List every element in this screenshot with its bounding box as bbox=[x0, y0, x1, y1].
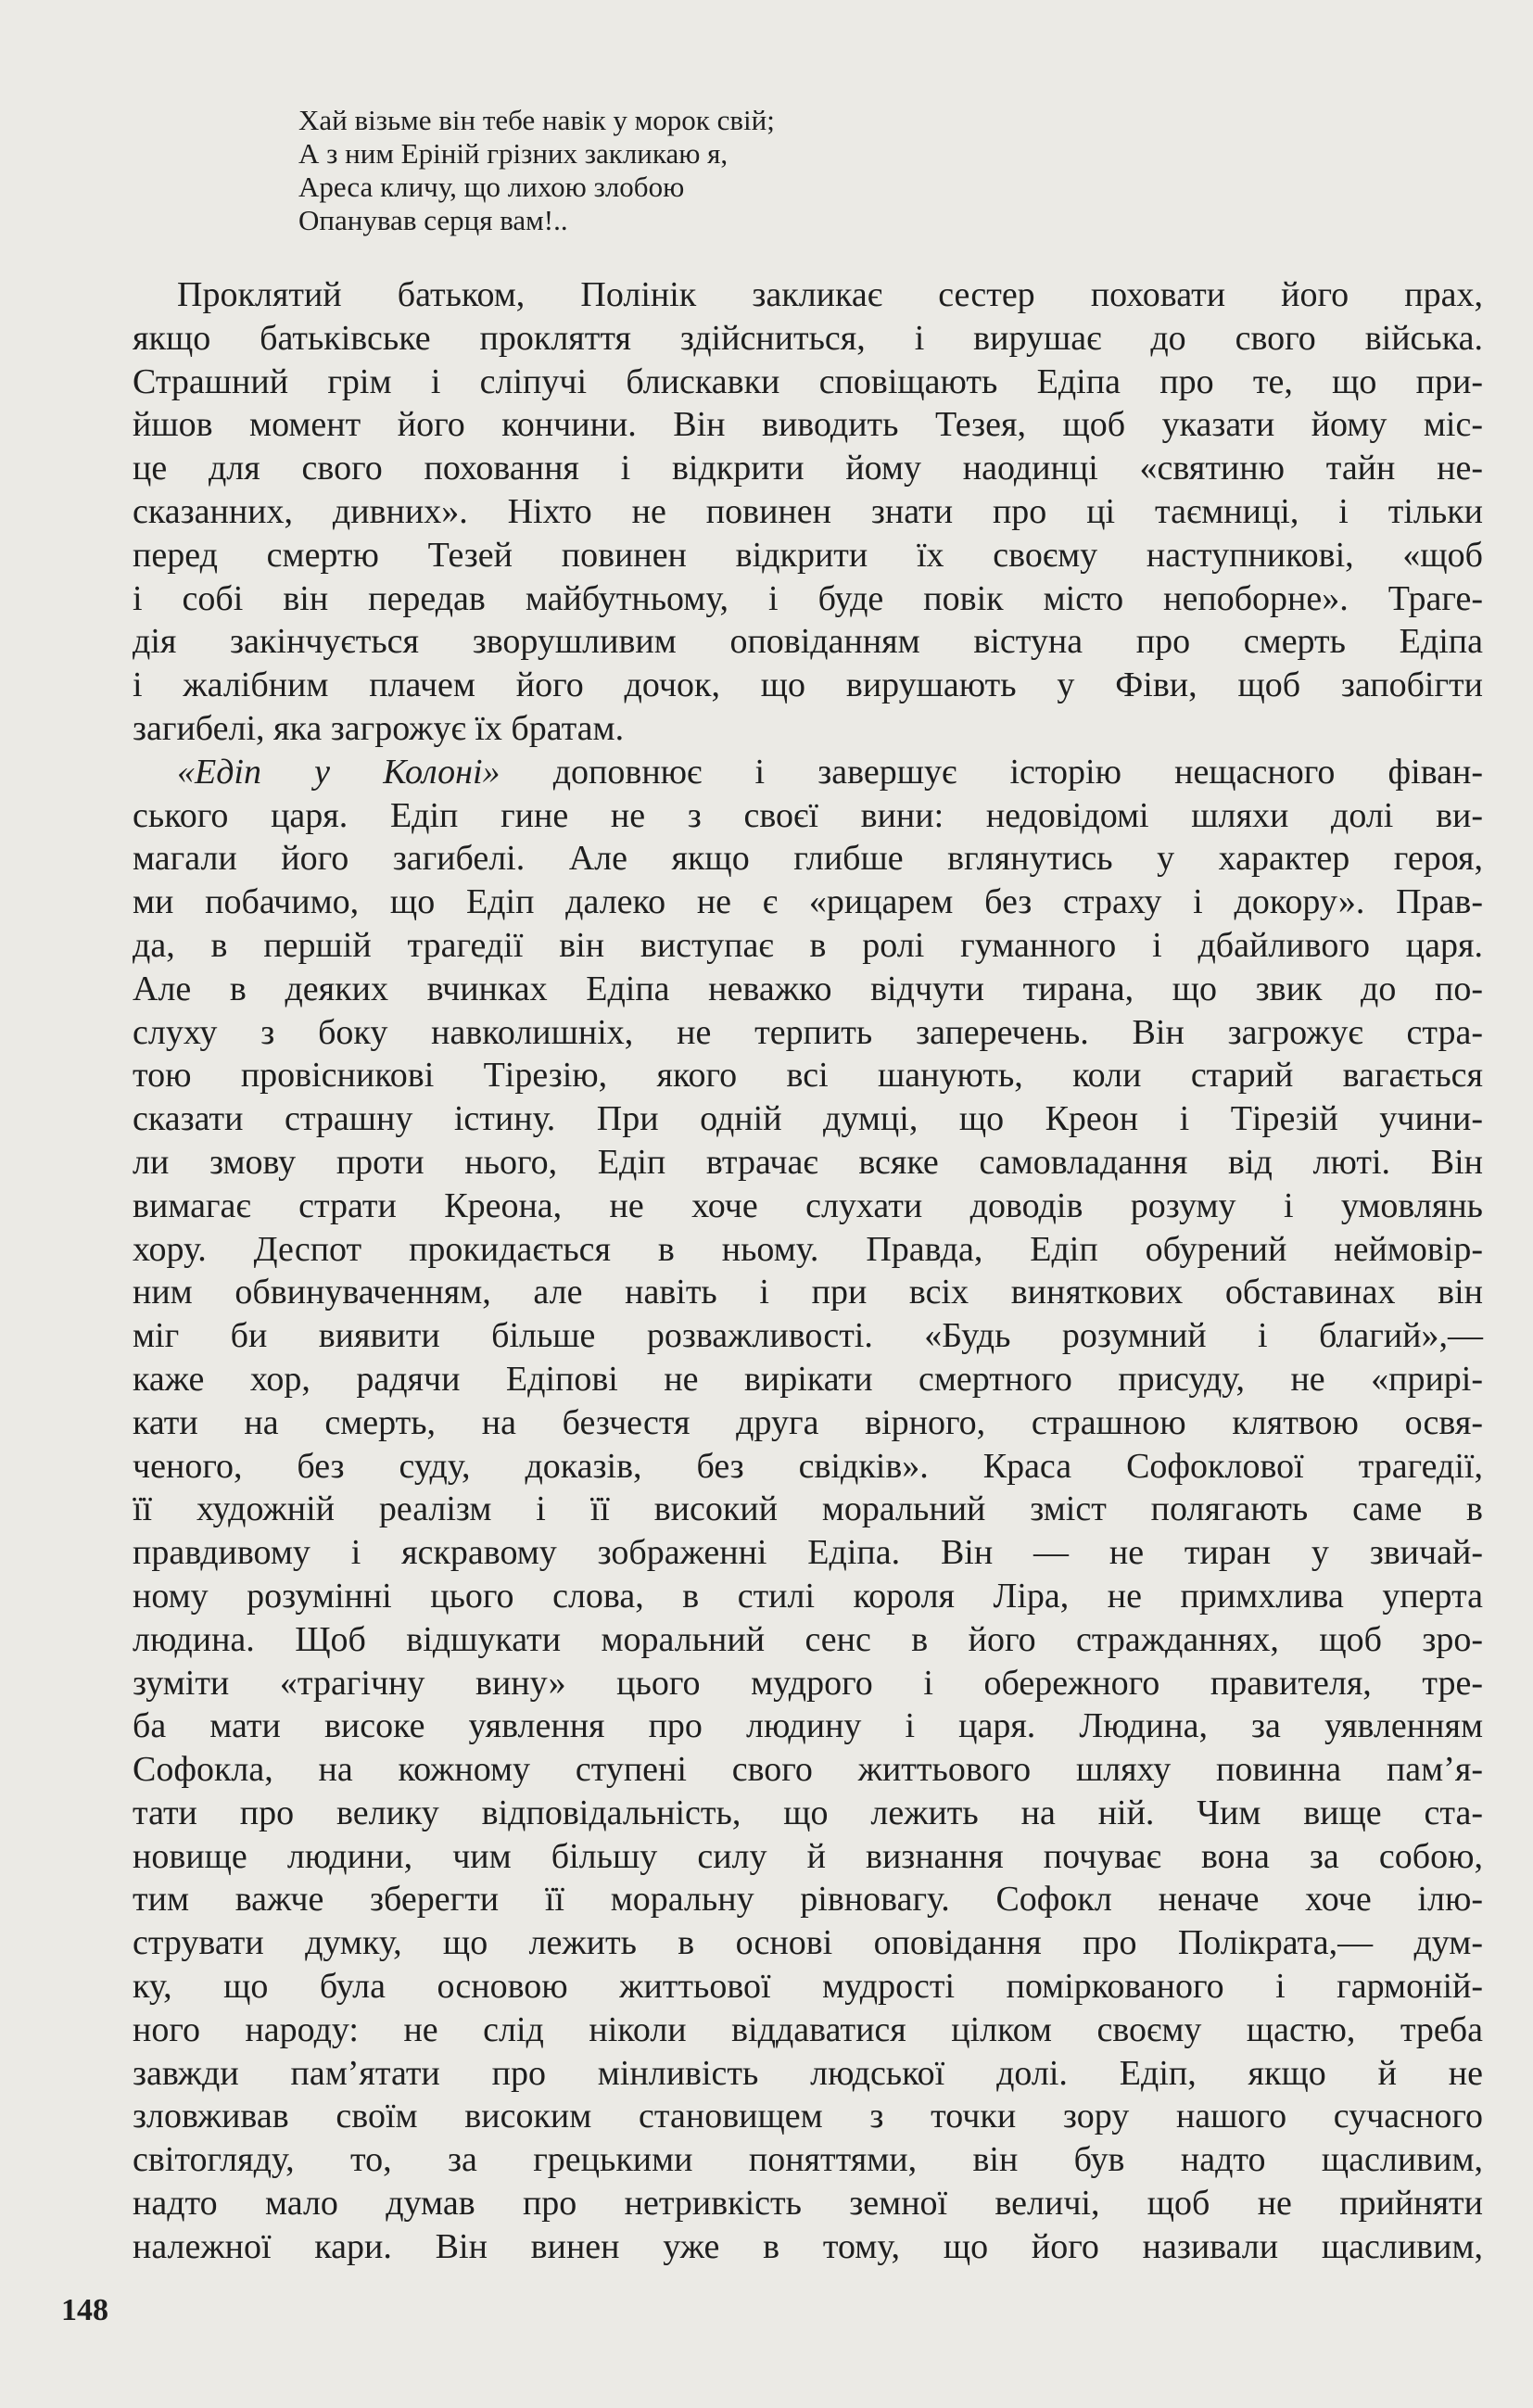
text-line: тою провісникові Тірезію, якого всі шанують, коли старий вагається bbox=[133, 1056, 1483, 1096]
text-line: ному розумінні цього слова, в стилі короля Ліра, не примхлива уперта bbox=[133, 1576, 1483, 1616]
text-line: ба мати високе уявлення про людину і царя. Людина, за уявленням bbox=[133, 1706, 1483, 1746]
work-title-italic: «Едіп у Колоні» bbox=[177, 752, 500, 792]
body-text bbox=[133, 273, 1483, 2269]
text-line: вимагає страти Креона, не хоче слухати доводів розуму і умовлянь bbox=[133, 1185, 1483, 1225]
text-line: це для свого поховання і відкрити йому наодинці «святиню тайн не- bbox=[133, 449, 1483, 488]
text-line: міг би виявити більше розважливості. «Будь розумний і благий»,— bbox=[133, 1316, 1483, 1356]
text-line: зловживав своїм високим становищем з точки зору нашого сучасного bbox=[133, 2097, 1483, 2136]
text-line: ку, що була основою життьової мудрості поміркованого і гармоній- bbox=[133, 1967, 1483, 2007]
text-line: людина. Щоб відшукати моральний сенс в його стражданнях, щоб зро- bbox=[133, 1619, 1483, 1659]
text-line: належної кари. Він винен уже в тому, що його називали щасливим, bbox=[133, 2226, 1483, 2266]
paragraph bbox=[133, 751, 1483, 2269]
text-line: да, в першій трагедії він виступає в ролі гуманного і дбайливого царя. bbox=[133, 925, 1483, 965]
page-number: 148 bbox=[61, 2293, 108, 2327]
text-line: Але в деяких вчинках Едіпа неважко відчути тирана, що звик до по- bbox=[133, 969, 1483, 1008]
text-line: хору. Деспот прокидається в ньому. Правда, Едіп обурений неймовір- bbox=[133, 1229, 1483, 1269]
verse-line: Ареса кличу, що лихою злобою bbox=[298, 171, 685, 203]
text-line: Софокла, на кожному ступені свого життьового шляху повинна пам’я- bbox=[133, 1750, 1483, 1790]
verse-quote bbox=[298, 104, 775, 237]
text-line: слуху з боку навколишніх, не терпить заперечень. Він загрожує стра- bbox=[133, 1012, 1483, 1052]
verse-line: Хай візьме він тебе навік у морок свій; bbox=[298, 104, 775, 136]
text-line: ли змову проти нього, Едіп втрачає всяке самовладання від люті. Він bbox=[133, 1142, 1483, 1182]
text-line: сказанних, дивних». Ніхто не повинен знати про ці таємниці, і тільки bbox=[133, 491, 1483, 531]
text-line: ного народу: не слід ніколи віддаватися цілком своєму щастю, треба bbox=[133, 2009, 1483, 2049]
text-line: йшов момент його кончини. Він виводить Тезея, щоб указати йому міс- bbox=[133, 405, 1483, 445]
text-line: ченого, без суду, доказів, без свідків». Краса Софоклової трагедії, bbox=[133, 1446, 1483, 1486]
text-line: надто мало думав про нетривкість земної величі, щоб не прийняти bbox=[133, 2184, 1483, 2224]
text-line: кати на смерть, на безчестя друга вірного, страшною клятвою освя- bbox=[133, 1402, 1483, 1442]
text-line: Страшний грім і сліпучі блискавки сповіщають Едіпа про те, що при- bbox=[133, 361, 1483, 401]
text-line: ми побачимо, що Едіп далеко не є «рицарем без страху і докору». Прав- bbox=[133, 882, 1483, 922]
text-line: правдивому і яскравому зображенні Едіпа. Він — не тиран у звичай- bbox=[133, 1533, 1483, 1573]
text-line: сказати страшну істину. При одній думці, що Креон і Тірезій учини- bbox=[133, 1099, 1483, 1139]
paragraph bbox=[133, 273, 1483, 751]
text-line: каже хор, радячи Едіпові не вирікати смертного присуду, не «прирі- bbox=[133, 1359, 1483, 1399]
text-line: струвати думку, що лежить в основі оповідання про Полікрата,— дум- bbox=[133, 1923, 1483, 1963]
text-line: новище людини, чим більшу силу й визнання почуває вона за собою, bbox=[133, 1836, 1483, 1876]
text-line: перед смертю Тезей повинен відкрити їх своєму наступникові, «щоб bbox=[133, 535, 1483, 575]
text-line: її художній реалізм і її високий моральний зміст полягають саме в bbox=[133, 1489, 1483, 1529]
text-line: загибелі, яка загрожує їх братам. bbox=[133, 708, 625, 748]
text-line: і собі він передав майбутньому, і буде повік місто непоборне». Траге- bbox=[133, 578, 1483, 618]
text-line: завжди пам’ятати про мінливість людської долі. Едіп, якщо й не bbox=[133, 2053, 1483, 2093]
text-line: дія закінчується зворушливим оповіданням вістуна про смерть Едіпа bbox=[133, 622, 1483, 662]
text-line-rest: доповнює і завершує історію нещасного фіван- bbox=[500, 752, 1483, 792]
text-line: світогляду, то, за грецькими поняттями, він був надто щасливим, bbox=[133, 2140, 1483, 2180]
text-line: і жалібним плачем його дочок, що вирушають у Фіви, щоб запобігти bbox=[133, 665, 1483, 705]
verse-line: А з ним Еріній грізних закликаю я, bbox=[298, 137, 728, 170]
text-line: зуміти «трагічну вину» цього мудрого і обережного правителя, тре- bbox=[133, 1663, 1483, 1703]
text-line: ним обвинуваченням, але навіть і при всіх виняткових обставинах він bbox=[133, 1273, 1483, 1312]
text-line: тати про велику відповідальність, що лежить на ній. Чим вище ста- bbox=[133, 1793, 1483, 1832]
text-line: якщо батьківське прокляття здійсниться, і вирушає до свого війська. bbox=[133, 318, 1483, 358]
text-line bbox=[133, 751, 1483, 794]
verse-line: Опанував серця вам!.. bbox=[298, 204, 568, 236]
text-line: тим важче зберегти її моральну рівновагу. Софокл неначе хоче ілю- bbox=[133, 1880, 1483, 1920]
text-line: магали його загибелі. Але якщо глибше вглянутись у характер героя, bbox=[133, 839, 1483, 879]
text-line: ського царя. Едіп гине не з своєї вини: недовідомі шляхи долі ви- bbox=[133, 795, 1483, 835]
text-line: Проклятий батьком, Полінік закликає сестер поховати його прах, bbox=[177, 275, 1483, 314]
